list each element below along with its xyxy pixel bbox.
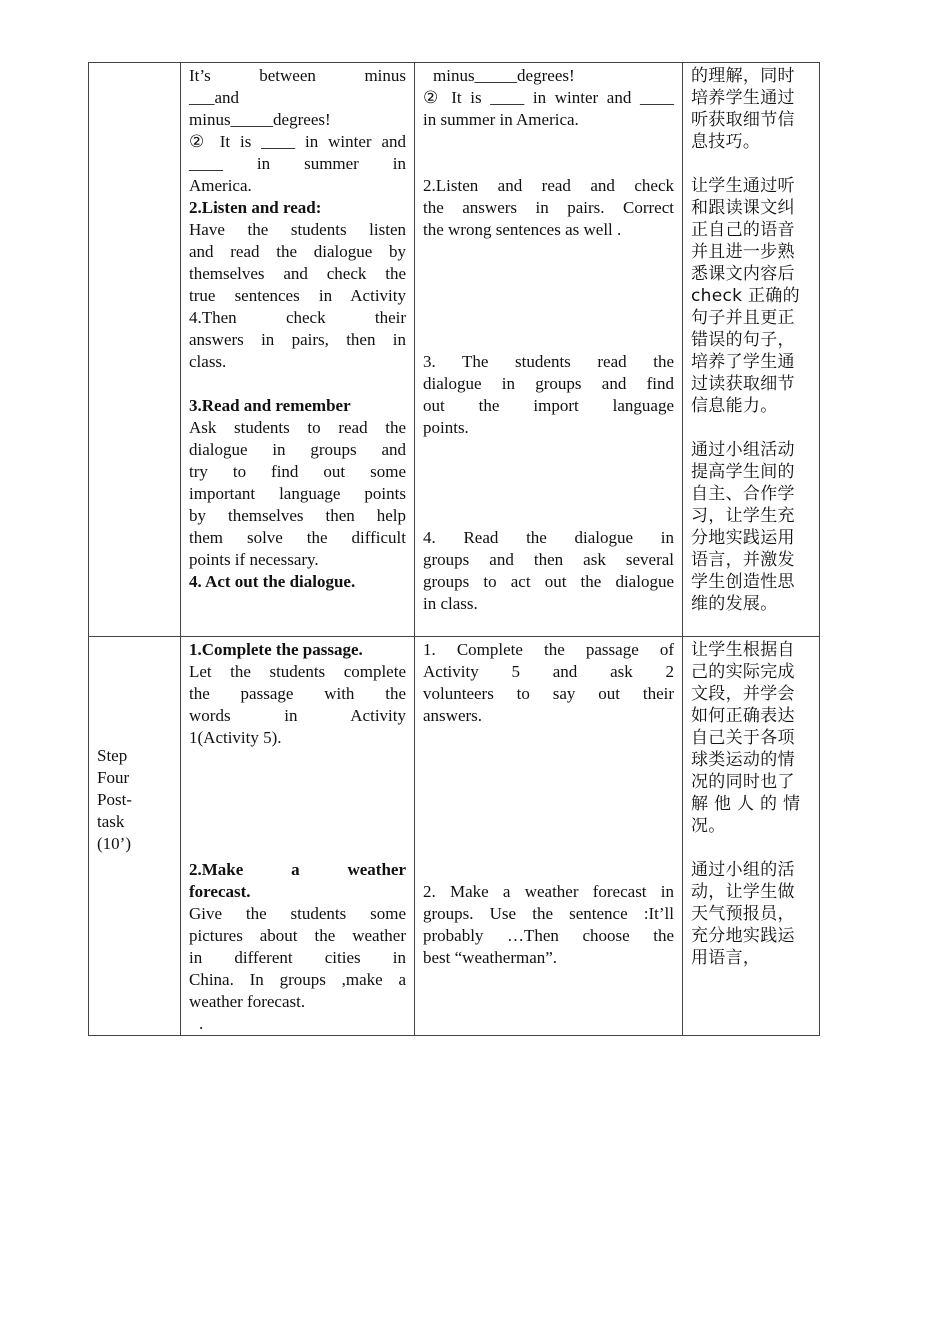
text-line: ② It is ____ in winter and ____ [423, 88, 674, 107]
text-line: 让学生根据自 [691, 640, 795, 660]
text-line: answers in pairs, then in [189, 330, 406, 349]
text-line: 提高学生间的 [691, 462, 795, 482]
text-line: points. [423, 418, 469, 437]
text-line: points if necessary. [189, 550, 319, 569]
text-line: 2.Listen and read and check [423, 176, 674, 195]
text-line: groups. Use the sentence :It’ll [423, 904, 674, 923]
text-line: 悉课文内容后 [691, 264, 795, 284]
text-line: 让学生通过听 [691, 176, 795, 196]
text-line: weather forecast. [189, 992, 306, 1011]
text-line: in different cities in [189, 948, 406, 967]
text-line: in class. [423, 594, 478, 613]
text-line: 如何正确表达 [691, 706, 795, 726]
step-time: (10’) [97, 834, 131, 853]
text-line: check 正确的 [691, 286, 800, 306]
text-line: class. [189, 352, 227, 371]
text-line: Give the students some [189, 904, 406, 923]
text-line: Have the students listen [189, 220, 406, 239]
text-line: 语言，并激发 [691, 550, 795, 570]
text-line: 用语言， [691, 948, 761, 968]
text-line: them solve the difficult [189, 528, 406, 547]
text-line: 1(Activity 5). [189, 728, 282, 747]
step-label-line: Step [97, 746, 128, 765]
text-line: America. [189, 176, 252, 195]
text-line: 的理解，同时 [691, 66, 795, 86]
text-line: dialogue in groups and [189, 440, 406, 459]
text-line: 培养了学生通 [691, 352, 795, 372]
text-line: words in Activity [189, 706, 406, 725]
text-line: probably …Then choose the [423, 926, 674, 945]
text-line: 1. Complete the passage of [423, 640, 674, 659]
text-line: and read the dialogue by [189, 242, 406, 261]
purpose-cell [683, 63, 820, 637]
text-line: 学生创造性思 [691, 572, 795, 592]
table-row-post-task [89, 637, 820, 1036]
text-line: best “weatherman”. [423, 948, 558, 967]
text-line: 文段，并学会 [691, 684, 795, 704]
purpose-cell [683, 637, 820, 1036]
text-line: volunteers to say out their [423, 684, 674, 703]
text-line: groups and then ask several [423, 550, 674, 569]
student-activity-cell [415, 637, 683, 1036]
text-line: 分地实践运用 [691, 528, 795, 548]
text-line: the passage with the [189, 684, 406, 703]
text-line: in summer in America. [423, 110, 579, 129]
text-line: ___and [189, 88, 240, 107]
text-line: 4.Then check their [189, 308, 406, 327]
lesson-plan-table [88, 62, 820, 1036]
text-line: important language points [189, 484, 406, 503]
text-line: 维的发展。 [691, 594, 778, 614]
text-line: answers. [423, 706, 483, 725]
text-line: themselves and check the [189, 264, 406, 283]
text-line: 天气预报员， [691, 904, 795, 924]
text-line: 2. Make a weather forecast in [423, 882, 674, 901]
text-line: 动，让学生做 [691, 882, 795, 902]
step-label-line: Post- [97, 790, 132, 809]
text-line: 充分地实践运 [691, 926, 795, 946]
text-line: groups to act out the dialogue [423, 572, 674, 591]
text-line: 正自己的语音 [691, 220, 795, 240]
text-line: true sentences in Activity [189, 286, 406, 305]
text-line: 过读获取细节 [691, 374, 795, 394]
text-line: Activity 5 and ask 2 [423, 662, 674, 681]
text-line: 自主、合作学 [691, 484, 795, 504]
text-line: 句子并且更正 [691, 308, 795, 328]
text-line: 习，让学生充 [691, 506, 795, 526]
text-line: dialogue in groups and find [423, 374, 674, 393]
text-line: 听获取细节信 [691, 110, 795, 130]
text-line: Let the students complete [189, 662, 406, 681]
teacher-activity-cell [181, 637, 415, 1036]
text-line: Ask students to read the [189, 418, 406, 437]
activity-heading: 3.Read and remember [189, 396, 351, 415]
text-line: 息技巧。 [691, 132, 761, 152]
lesson-plan-page [88, 62, 819, 1036]
step-label-line: task [97, 812, 125, 831]
text-line: 己的实际完成 [691, 662, 795, 682]
step-label-line: Four [97, 768, 130, 787]
activity-heading: 4. Act out the dialogue. [189, 572, 356, 591]
text-line: 通过小组活动 [691, 440, 795, 460]
text-line: 况。 [691, 816, 726, 836]
student-activity-cell [415, 63, 683, 637]
text-line: 培养学生通过 [691, 88, 795, 108]
text-line: pictures about the weather [189, 926, 406, 945]
text-line: minus_____degrees! [189, 110, 331, 129]
text-line: 自己关于各项 [691, 728, 795, 748]
step-cell-empty [89, 63, 181, 637]
text-line: out the import language [423, 396, 674, 415]
text-line: 信息能力。 [691, 396, 778, 416]
text-line: by themselves then help [189, 506, 406, 525]
activity-heading: 2.Listen and read: [189, 198, 322, 217]
text-line: 通过小组的活 [691, 860, 795, 880]
text-line: 况的同时也了 [691, 772, 795, 792]
text-line: 解 他 人 的 情 [691, 794, 801, 814]
text-line: It’s between minus [189, 66, 406, 85]
activity-heading: 2.Make a weather [189, 860, 406, 879]
text-line: 3. The students read the [423, 352, 674, 371]
text-line: 和跟读课文纠 [691, 198, 795, 218]
table-row-while-task [89, 63, 820, 637]
text-line: 错误的句子， [691, 330, 795, 350]
text-line: try to find out some [189, 462, 406, 481]
text-line: ② It is ____ in winter and [189, 132, 406, 151]
text-line: 4. Read the dialogue in [423, 528, 674, 547]
text-line: 球类运动的情 [691, 750, 795, 770]
activity-heading: 1.Complete the passage. [189, 640, 363, 659]
teacher-activity-cell [181, 63, 415, 637]
text-line: . [199, 1014, 204, 1033]
text-line: ____ in summer in [189, 154, 406, 173]
activity-heading: forecast. [189, 882, 251, 901]
step-cell [89, 637, 181, 1036]
text-line: the answers in pairs. Correct [423, 198, 674, 217]
text-line: minus_____degrees! [433, 66, 575, 85]
text-line: the wrong sentences as well . [423, 220, 622, 239]
text-line: China. In groups ,make a [189, 970, 406, 989]
text-line: 并且进一步熟 [691, 242, 795, 262]
